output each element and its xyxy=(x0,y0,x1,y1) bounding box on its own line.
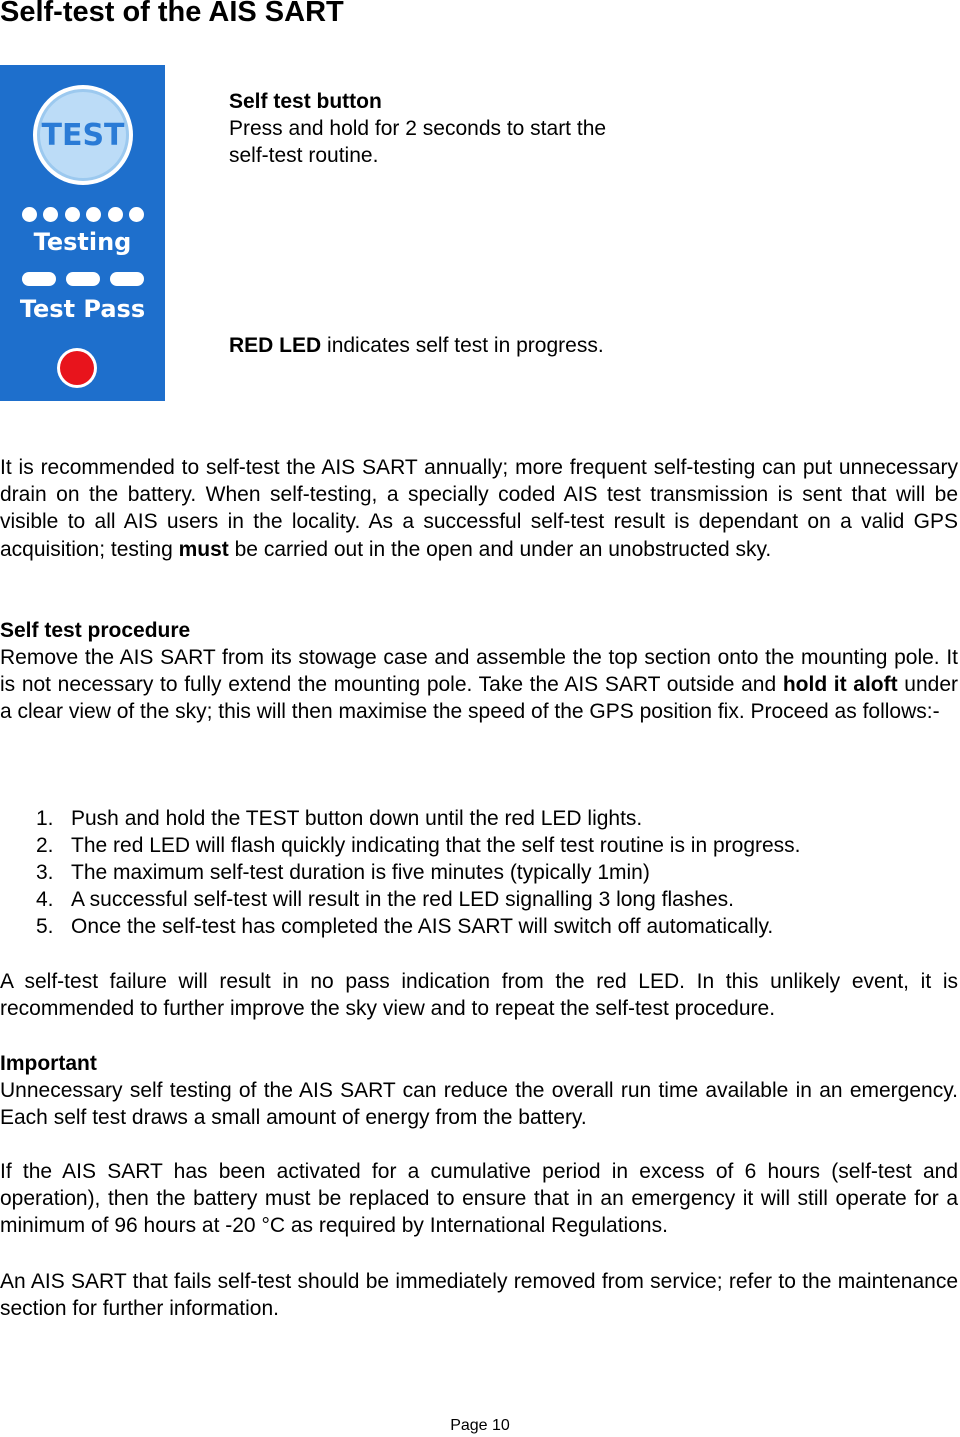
step-number: 3. xyxy=(36,861,54,884)
procedure-paragraph xyxy=(0,644,958,726)
indicator-dot-icon xyxy=(22,207,37,222)
list-item xyxy=(0,859,958,886)
step-text: Once the self-test has completed the AIS SART will switch off automatically. xyxy=(71,915,774,938)
removal-paragraph: An AIS SART that fails self-test should be immediately removed from service; refer to the maintenance section for further information. xyxy=(0,1270,958,1321)
indicator-dash-icon xyxy=(110,272,144,286)
list-item xyxy=(0,913,958,940)
indicator-dot-icon xyxy=(86,207,101,222)
list-item xyxy=(0,805,958,832)
page-title: Self-test of the AIS SART xyxy=(0,0,344,28)
red-led-bold: RED LED xyxy=(229,334,322,357)
red-led-callout xyxy=(229,332,604,359)
indicator-dash-icon xyxy=(66,272,100,286)
indicator-dot-icon xyxy=(43,207,58,222)
step-text: Push and hold the TEST button down until the red LED lights. xyxy=(71,807,643,830)
procedure-text: Remove the AIS SART from its stowage case and assemble the top section onto the mounting pole. It is not necessary to fully extend the mounting pole. Take the AIS SART outside and xyxy=(0,646,958,697)
red-led-icon xyxy=(57,348,97,388)
callout-text-line: self-test routine. xyxy=(229,144,379,167)
procedure-text-end: under a clear view of the sky; this will then maximise the speed of the GPS position fix. Proceed as follows:- xyxy=(0,673,958,724)
procedure-heading: Self test procedure xyxy=(0,619,191,642)
procedure-emphasis: hold it aloft xyxy=(782,673,898,697)
failure-paragraph: A self-test failure will result in no pass indication from the red LED. In this unlikely event, it is recommended to further improve the sky view and to repeat the self-test procedure. xyxy=(0,970,958,1021)
battery-paragraph: If the AIS SART has been activated for a cumulative period in excess of 6 hours (self-test and operation), then the battery must be replaced to ensure that in an emergency it will still operate for a minimum of 96 hours at -20 °C as required by International Regulations. xyxy=(0,1160,958,1238)
indicator-dot-icon xyxy=(129,207,144,222)
step-number: 5. xyxy=(36,915,54,938)
step-number: 2. xyxy=(36,834,54,857)
intro-emphasis: must xyxy=(178,537,229,561)
intro-text: It is recommended to self-test the AIS SART annually; more frequent self-testing can put unnecessary drain on the battery. When self-testing, a specially coded AIS test transmission is sent that will be visible to all AIS users in the locality. As a successful self-test result is dependant on a valid GPS acquisition; testing xyxy=(0,456,958,561)
callout-heading: Self test button xyxy=(229,90,382,113)
intro-text-end: be carried out in the open and under an unobstructed sky. xyxy=(228,537,772,561)
test-pass-indicator-dashes xyxy=(22,272,144,286)
indicator-dot-icon xyxy=(108,207,123,222)
testing-indicator-dots xyxy=(22,207,144,223)
indicator-dot-icon xyxy=(65,207,80,222)
important-paragraph: Unnecessary self testing of the AIS SART can reduce the overall run time available in an emergency. Each self test draws a small amount of energy from the battery. xyxy=(0,1079,958,1130)
test-pass-label: Test Pass xyxy=(19,295,146,323)
step-text: The red LED will flash quickly indicating that the self test routine is in progress. xyxy=(71,834,801,857)
step-number: 1. xyxy=(36,807,54,830)
indicator-dash-icon xyxy=(22,272,56,286)
step-number: 4. xyxy=(36,888,54,911)
self-test-button-callout xyxy=(229,88,606,169)
callout-text-line: Press and hold for 2 seconds to start the xyxy=(229,117,607,140)
intro-paragraph xyxy=(0,454,958,563)
list-item xyxy=(0,886,958,913)
red-led-lamp xyxy=(60,351,94,385)
important-heading: Important xyxy=(0,1052,97,1075)
step-text: The maximum self-test duration is five minutes (typically 1min) xyxy=(71,861,650,884)
test-button-icon xyxy=(33,85,133,185)
procedure-steps-list xyxy=(0,805,958,940)
testing-label: Testing xyxy=(33,228,132,256)
step-text: A successful self-test will result in the red LED signalling 3 long flashes. xyxy=(71,888,734,911)
test-button-label: TEST xyxy=(37,89,129,181)
page-number: Page 10 xyxy=(450,1417,510,1434)
list-item xyxy=(0,832,958,859)
red-led-text: indicates self test in progress. xyxy=(321,334,604,357)
